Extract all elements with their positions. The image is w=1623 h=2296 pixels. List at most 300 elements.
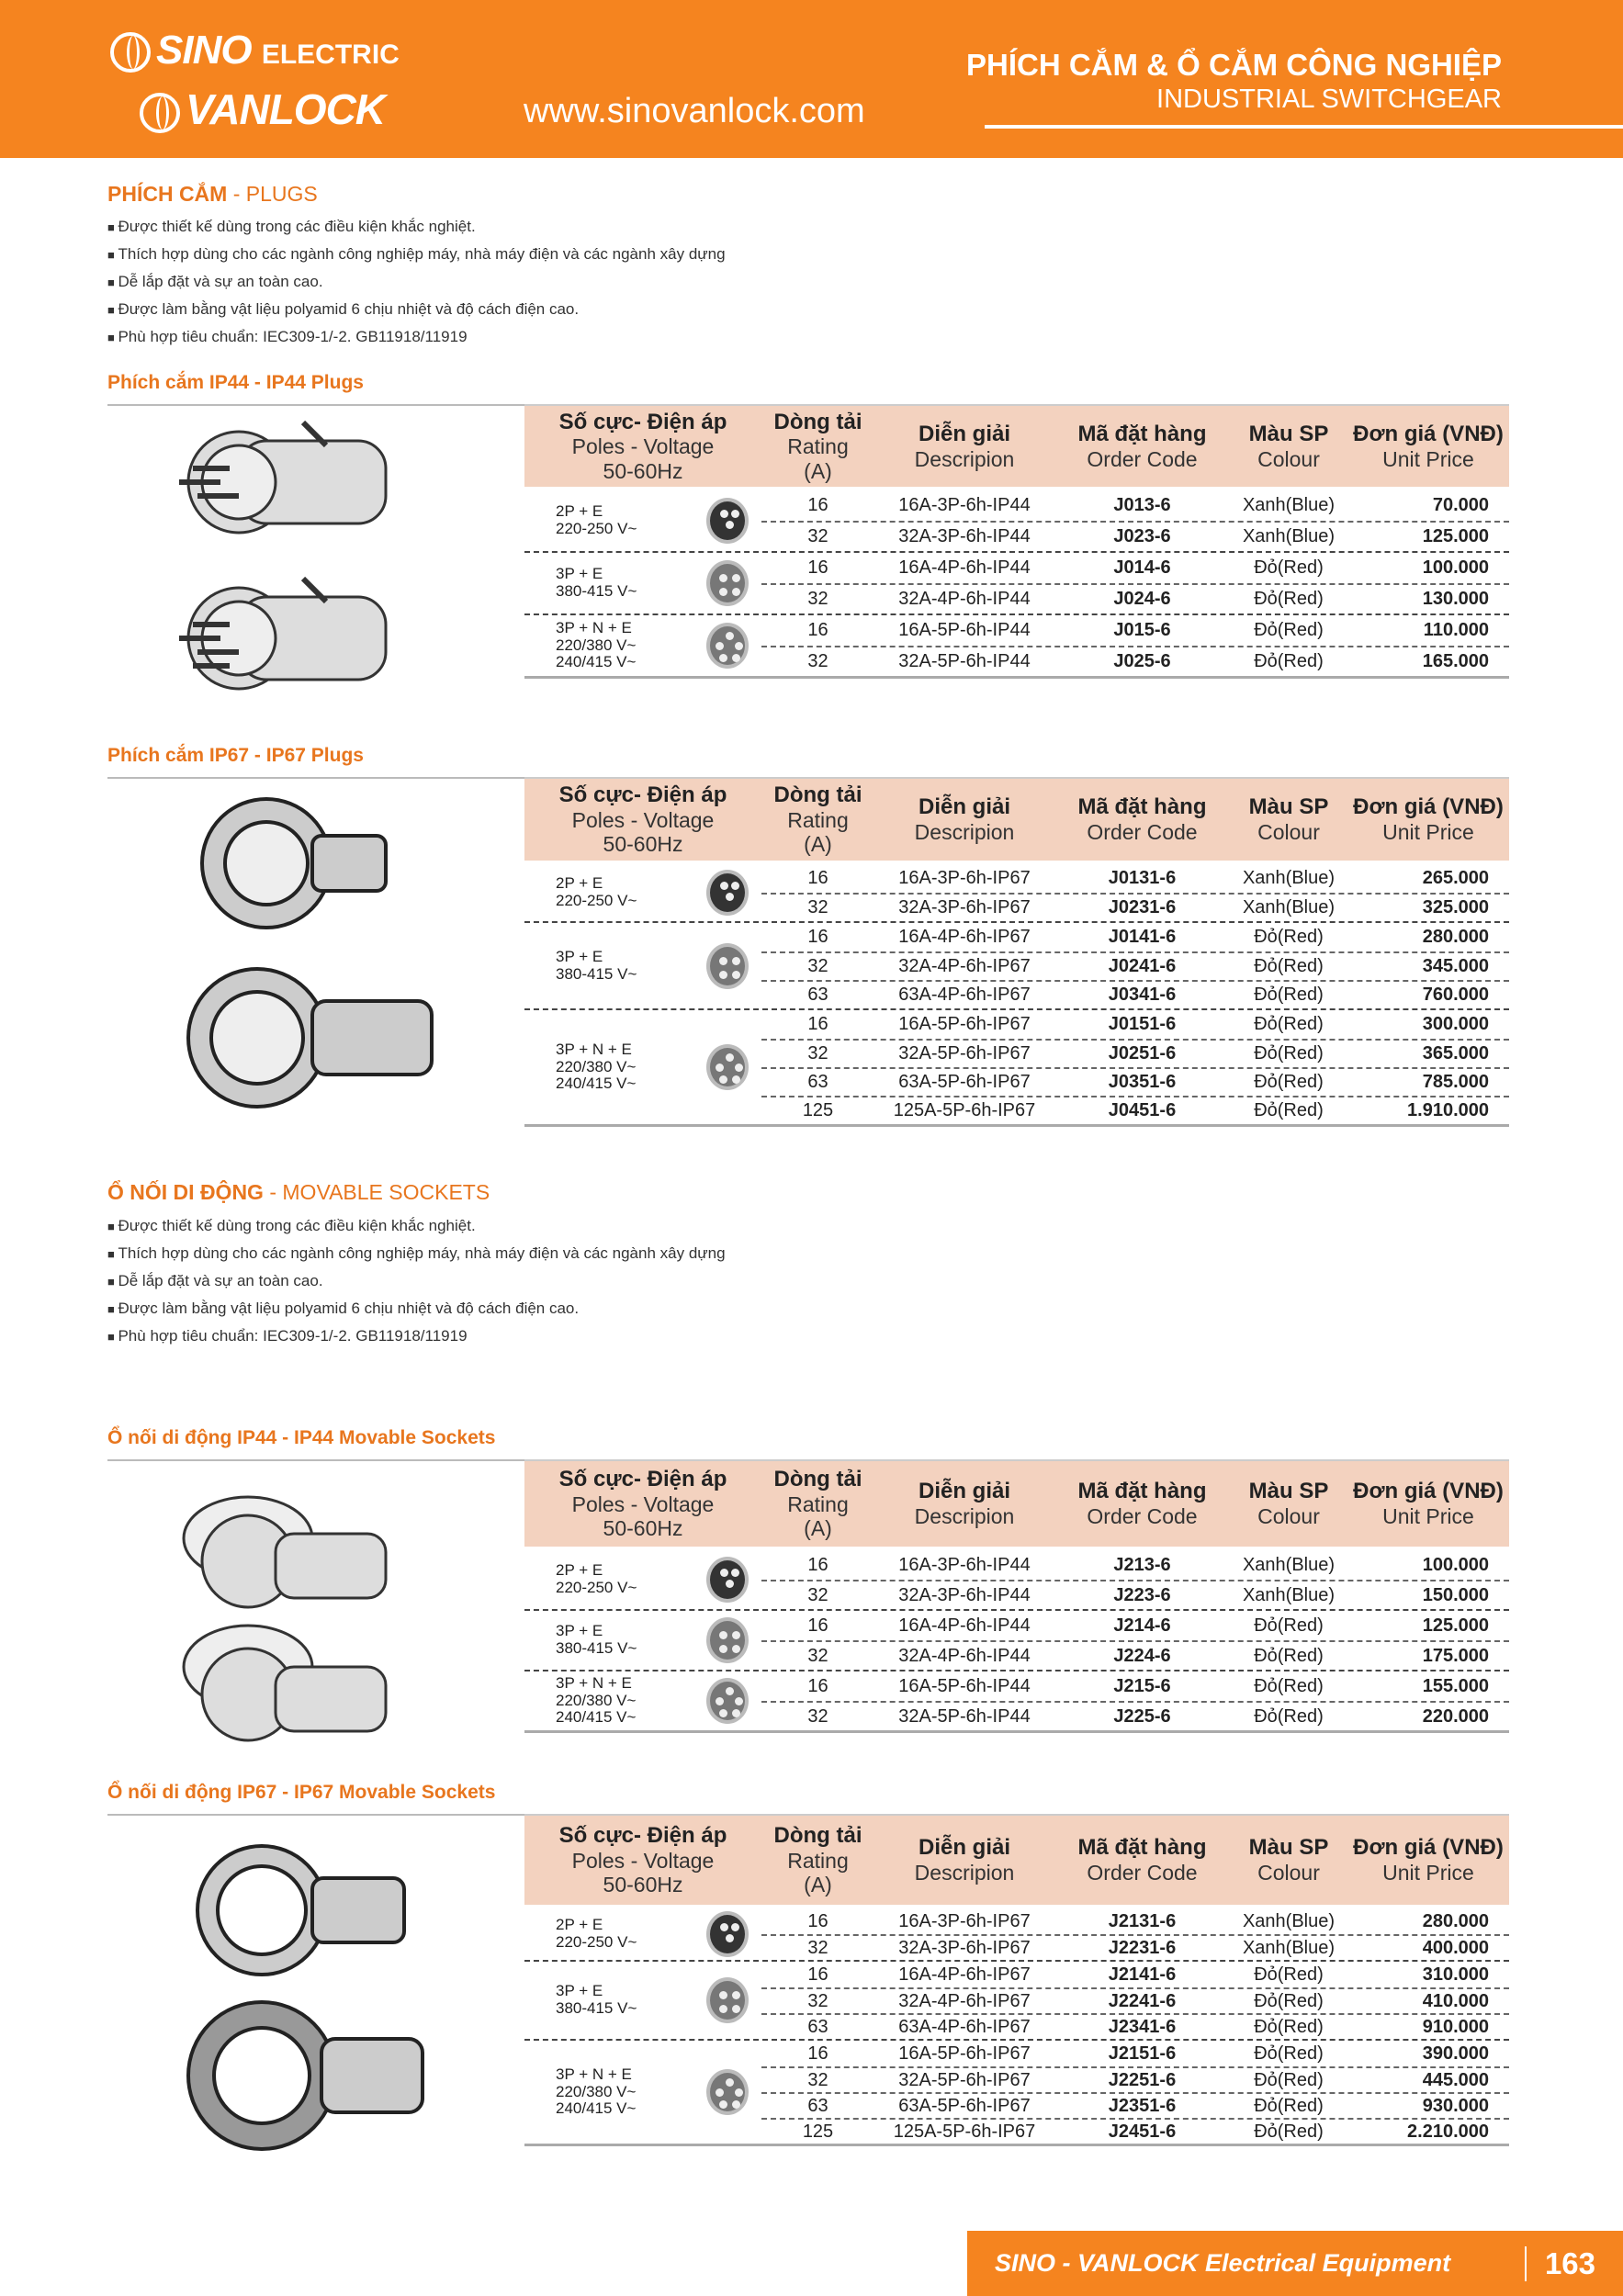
header-label-vn: Màu SP xyxy=(1248,794,1329,820)
header-label-en2: (A) xyxy=(804,1516,832,1541)
rating-cell: 16 xyxy=(807,927,828,947)
colour-cell: Đỏ(Red) xyxy=(1254,1705,1324,1727)
colour-cell: Đỏ(Red) xyxy=(1254,1043,1324,1064)
poles-voltage-text xyxy=(556,1983,637,2017)
group-rows xyxy=(761,1962,1509,2039)
header-description xyxy=(874,1461,1054,1547)
poles-voltage-text xyxy=(556,566,637,600)
rating-cell: 16 xyxy=(807,620,828,640)
logo-suffix: ELECTRIC xyxy=(261,39,400,70)
description-cell: 32A-5P-6h-IP44 xyxy=(898,1705,1031,1727)
page-number: 163 xyxy=(1525,2246,1595,2281)
table-row[interactable] xyxy=(761,923,1509,951)
table-title: Phích cắm IP67 - IP67 Plugs xyxy=(107,745,364,766)
table-row[interactable] xyxy=(761,864,1509,893)
pole-group xyxy=(524,1908,1509,1960)
poles-voltage-cell xyxy=(524,1671,761,1730)
header-label-vn: Số cực- Điện áp xyxy=(558,1467,727,1492)
order-code-cell: J2151-6 xyxy=(1108,2043,1177,2064)
rating-cell: 16 xyxy=(807,2043,828,2064)
order-code-cell: J213-6 xyxy=(1113,1554,1171,1575)
header-label-en: Rating xyxy=(787,1491,849,1516)
unit-price-cell: 910.000 xyxy=(1422,2016,1489,2037)
plugs-section-title xyxy=(107,182,318,207)
colour-cell: Đỏ(Red) xyxy=(1254,956,1324,976)
header-label-en: Colour xyxy=(1257,820,1320,845)
group-rows xyxy=(761,1611,1509,1670)
header-order-code xyxy=(1054,1461,1230,1547)
pin-configuration-3-icon xyxy=(706,1557,749,1603)
header-poles-voltage xyxy=(524,1461,761,1547)
pole-group xyxy=(524,1609,1509,1670)
table-row[interactable] xyxy=(761,893,1509,921)
poles-voltage-text xyxy=(556,875,637,909)
header-label-en: Rating xyxy=(787,434,849,459)
feature-item: ■ Phù hợp tiêu chuẩn: IEC309-1/-2. GB11918/11919 xyxy=(107,323,726,351)
colour-cell: Đỏ(Red) xyxy=(1254,1014,1324,1034)
order-code-cell: J024-6 xyxy=(1113,589,1171,609)
plugs-features xyxy=(107,213,726,351)
header-label-vn: Đơn giá (VNĐ) xyxy=(1353,1479,1504,1504)
table-row[interactable] xyxy=(761,1039,1509,1067)
table-row[interactable] xyxy=(761,980,1509,1008)
header-description xyxy=(874,406,1054,487)
order-code-cell: J2251-6 xyxy=(1108,2069,1177,2090)
pin-configuration-4-icon xyxy=(706,560,749,606)
table-row[interactable] xyxy=(761,1987,1509,2013)
header-label-en: Order Code xyxy=(1087,1861,1198,1885)
order-code-cell: J0231-6 xyxy=(1108,897,1177,917)
colour-cell: Xanh(Blue) xyxy=(1242,526,1336,546)
header-rating xyxy=(761,406,874,487)
table-title: Phích cắm IP44 - IP44 Plugs xyxy=(107,372,364,393)
rating-cell: 32 xyxy=(807,526,828,546)
header-colour xyxy=(1230,779,1347,861)
colour-cell: Đỏ(Red) xyxy=(1254,620,1324,640)
feature-item: ■ Được làm bằng vật liệu polyamid 6 chịu nhiệt và độ cách điện cao. xyxy=(107,1295,726,1322)
header-label-en2: (A) xyxy=(804,458,832,483)
rating-cell: 16 xyxy=(807,1554,828,1575)
poles-voltage-cell xyxy=(524,2041,761,2144)
poles-line: 220-250 V~ xyxy=(556,520,637,537)
table-bottom-rule xyxy=(524,1124,1509,1127)
rating-cell: 63 xyxy=(807,1072,828,1092)
title-vn: Ổ NỐI DI ĐỘNG xyxy=(107,1180,264,1204)
description-cell: 32A-5P-6h-IP67 xyxy=(898,1043,1031,1064)
table-row[interactable] xyxy=(761,553,1509,583)
header-poles-voltage xyxy=(524,1816,761,1905)
header-unit-price xyxy=(1347,406,1509,487)
sockets-section-title xyxy=(107,1180,490,1205)
header-label-vn: Dòng tải xyxy=(773,1467,862,1492)
poles-line: 220/380 V~ xyxy=(556,1057,637,1075)
header-label-vn: Số cực- Điện áp xyxy=(558,782,727,808)
table-row[interactable] xyxy=(761,1096,1509,1124)
vanlock-emblem-icon xyxy=(140,93,180,133)
table-body xyxy=(524,861,1509,1124)
ip44-plug-images xyxy=(175,413,450,716)
poles-line: 3P + E xyxy=(556,565,603,583)
plug-image xyxy=(188,969,432,1107)
poles-voltage-text xyxy=(556,620,636,671)
unit-price-cell: 445.000 xyxy=(1422,2069,1489,2090)
description-cell: 32A-3P-6h-IP44 xyxy=(898,526,1031,546)
table-row[interactable] xyxy=(761,1671,1509,1701)
table-row[interactable] xyxy=(761,2041,1509,2066)
poles-line: 220/380 V~ xyxy=(556,2082,637,2100)
table-row[interactable] xyxy=(761,1934,1509,1960)
header-label-vn: Màu SP xyxy=(1248,1835,1329,1861)
rating-cell: 32 xyxy=(807,1990,828,2011)
poles-line: 380-415 V~ xyxy=(556,1639,637,1657)
ip44-socket-images xyxy=(175,1474,450,1750)
pole-group xyxy=(524,921,1509,1008)
description-cell: 32A-4P-6h-IP67 xyxy=(898,956,1031,976)
pole-group xyxy=(524,2039,1509,2144)
unit-price-cell: 265.000 xyxy=(1422,868,1489,888)
poles-line: 240/415 V~ xyxy=(556,653,637,671)
header-unit-price xyxy=(1347,779,1509,861)
poles-line: 3P + E xyxy=(556,1622,603,1640)
order-code-cell: J224-6 xyxy=(1113,1645,1171,1666)
pin-configuration-3-icon xyxy=(706,870,749,916)
group-rows xyxy=(761,2041,1509,2144)
header-label-vn: Số cực- Điện áp xyxy=(558,409,727,434)
colour-cell: Đỏ(Red) xyxy=(1254,1615,1324,1636)
table-row[interactable] xyxy=(761,1640,1509,1670)
poles-line: 240/415 V~ xyxy=(556,1708,637,1727)
table-row[interactable] xyxy=(761,1962,1509,1987)
order-code-cell: J0351-6 xyxy=(1108,1072,1177,1092)
header-label-en: Order Code xyxy=(1087,820,1198,845)
unit-price-cell: 300.000 xyxy=(1422,1014,1489,1034)
vanlock-logo xyxy=(140,84,385,134)
header-label-vn: Mã đặt hàng xyxy=(1077,794,1207,820)
colour-cell: Xanh(Blue) xyxy=(1242,1910,1336,1931)
poles-voltage-cell xyxy=(524,1962,761,2039)
table-row[interactable] xyxy=(761,615,1509,646)
header-poles-voltage xyxy=(524,406,761,487)
poles-line: 3P + N + E xyxy=(556,1673,632,1692)
unit-price-cell: 220.000 xyxy=(1422,1705,1489,1727)
colour-cell: Xanh(Blue) xyxy=(1242,897,1336,917)
socket-image xyxy=(188,2002,423,2149)
socket-image xyxy=(184,1497,386,1607)
rating-cell: 16 xyxy=(807,1910,828,1931)
table-row[interactable] xyxy=(761,1067,1509,1096)
description-cell: 32A-3P-6h-IP67 xyxy=(898,1937,1031,1958)
pole-group xyxy=(524,1550,1509,1609)
sockets-features xyxy=(107,1212,726,1350)
header-label-vn: Mã đặt hàng xyxy=(1077,1479,1207,1504)
rating-cell: 32 xyxy=(807,1043,828,1064)
header-label-vn: Số cực- Điện áp xyxy=(558,1823,727,1849)
description-cell: 32A-5P-6h-IP44 xyxy=(898,651,1031,671)
order-code-cell: J023-6 xyxy=(1113,526,1171,546)
title-underline xyxy=(107,1459,524,1461)
table-title: Ổ nối di động IP67 - IP67 Movable Sockets xyxy=(107,1782,496,1803)
description-cell: 63A-4P-6h-IP67 xyxy=(898,2016,1031,2037)
table-row[interactable] xyxy=(761,1611,1509,1640)
colour-cell: Đỏ(Red) xyxy=(1254,1964,1324,1985)
poles-voltage-text xyxy=(556,503,637,537)
header-colour xyxy=(1230,406,1347,487)
title-vn: PHÍCH CẮM xyxy=(107,182,228,206)
description-cell: 125A-5P-6h-IP67 xyxy=(893,1100,1036,1120)
poles-line: 240/415 V~ xyxy=(556,1075,637,1093)
colour-cell: Xanh(Blue) xyxy=(1242,495,1336,515)
group-rows xyxy=(761,1908,1509,1960)
header-label-en: Descripion xyxy=(914,1861,1015,1885)
header-colour xyxy=(1230,1461,1347,1547)
header-order-code xyxy=(1054,779,1230,861)
rating-cell: 16 xyxy=(807,495,828,515)
title-en: - PLUGS xyxy=(227,182,318,206)
table-row[interactable] xyxy=(761,1550,1509,1580)
header-label-en: Unit Price xyxy=(1382,446,1474,471)
colour-cell: Đỏ(Red) xyxy=(1254,2069,1324,2090)
poles-voltage-text xyxy=(556,1917,637,1951)
page-subtitle: INDUSTRIAL SWITCHGEAR xyxy=(1156,84,1502,114)
header-label-en2: 50-60Hz xyxy=(603,1516,683,1541)
ip67-plug-images xyxy=(184,790,459,1130)
order-code-cell: J014-6 xyxy=(1113,557,1171,578)
pin-configuration-3-icon xyxy=(706,1911,749,1957)
ip67-socket-images xyxy=(184,1837,459,2167)
header-label-vn: Đơn giá (VNĐ) xyxy=(1353,794,1504,820)
rating-cell: 32 xyxy=(807,1584,828,1605)
header-label-en: Unit Price xyxy=(1382,1504,1474,1529)
table-row[interactable] xyxy=(761,2092,1509,2118)
description-cell: 32A-5P-6h-IP67 xyxy=(898,2069,1031,2090)
poles-voltage-text xyxy=(556,1041,636,1093)
poles-voltage-cell xyxy=(524,615,761,676)
rating-cell: 32 xyxy=(807,651,828,671)
pole-group xyxy=(524,1960,1509,2039)
order-code-cell: J2341-6 xyxy=(1108,2016,1177,2037)
ip44-plugs-table xyxy=(524,404,1509,679)
order-code-cell: J215-6 xyxy=(1113,1675,1171,1696)
unit-price-cell: 125.000 xyxy=(1422,526,1489,546)
poles-line: 220/380 V~ xyxy=(556,1691,637,1709)
rating-cell: 32 xyxy=(807,1937,828,1958)
poles-voltage-cell xyxy=(524,490,761,551)
unit-price-cell: 155.000 xyxy=(1422,1675,1489,1696)
table-row[interactable] xyxy=(761,1580,1509,1609)
header-unit-price xyxy=(1347,1816,1509,1905)
page-header xyxy=(0,0,1623,158)
order-code-cell: J2141-6 xyxy=(1108,1964,1177,1985)
unit-price-cell: 130.000 xyxy=(1422,589,1489,609)
header-label-vn: Diễn giải xyxy=(918,794,1011,820)
rating-cell: 63 xyxy=(807,2095,828,2116)
colour-cell: Đỏ(Red) xyxy=(1254,1072,1324,1092)
header-rating xyxy=(761,779,874,861)
order-code-cell: J214-6 xyxy=(1113,1615,1171,1636)
ip67-sockets-table xyxy=(524,1814,1509,2146)
footer-brand: SINO - VANLOCK Electrical Equipment xyxy=(995,2249,1451,2277)
table-header xyxy=(524,404,1509,487)
poles-line: 220-250 V~ xyxy=(556,892,637,909)
title-underline xyxy=(107,1814,524,1816)
unit-price-cell: 1.910.000 xyxy=(1407,1100,1489,1120)
unit-price-cell: 345.000 xyxy=(1422,956,1489,976)
table-row[interactable] xyxy=(761,1701,1509,1730)
table-body xyxy=(524,1547,1509,1730)
header-label-en: Descripion xyxy=(914,446,1015,471)
group-rows xyxy=(761,1671,1509,1730)
order-code-cell: J2351-6 xyxy=(1108,2095,1177,2116)
colour-cell: Đỏ(Red) xyxy=(1254,2043,1324,2064)
pole-group xyxy=(524,490,1509,551)
header-label-vn: Mã đặt hàng xyxy=(1077,1835,1207,1861)
rating-cell: 16 xyxy=(807,1675,828,1696)
unit-price-cell: 280.000 xyxy=(1422,927,1489,947)
website-url[interactable]: www.sinovanlock.com xyxy=(524,92,865,130)
pin-configuration-4-icon xyxy=(706,1617,749,1663)
colour-cell: Đỏ(Red) xyxy=(1254,2121,1324,2142)
table-bottom-rule xyxy=(524,676,1509,679)
logo-text: VANLOCK xyxy=(186,85,386,133)
order-code-cell: J0131-6 xyxy=(1108,868,1177,888)
feature-item: ■ Được thiết kế dùng trong các điều kiện khắc nghiệt. xyxy=(107,213,726,241)
rating-cell: 32 xyxy=(807,956,828,976)
table-title: Ổ nối di động IP44 - IP44 Movable Sockets xyxy=(107,1427,496,1448)
title-underline xyxy=(107,777,524,779)
rating-cell: 32 xyxy=(807,897,828,917)
table-row[interactable] xyxy=(761,490,1509,521)
colour-cell: Đỏ(Red) xyxy=(1254,1990,1324,2011)
header-label-vn: Mã đặt hàng xyxy=(1077,421,1207,446)
table-bottom-rule xyxy=(524,1730,1509,1733)
header-label-en: Descripion xyxy=(914,1504,1015,1529)
poles-voltage-text xyxy=(556,2066,636,2118)
poles-line: 220/380 V~ xyxy=(556,636,637,654)
header-description xyxy=(874,779,1054,861)
header-label-en2: 50-60Hz xyxy=(603,1873,683,1897)
header-divider xyxy=(985,125,1623,129)
colour-cell: Đỏ(Red) xyxy=(1254,1100,1324,1120)
table-body xyxy=(524,487,1509,676)
poles-voltage-cell xyxy=(524,1908,761,1960)
table-body xyxy=(524,1905,1509,2144)
poles-line: 2P + E xyxy=(556,874,603,893)
poles-voltage-text xyxy=(556,1675,636,1727)
poles-line: 3P + E xyxy=(556,947,603,965)
colour-cell: Xanh(Blue) xyxy=(1242,1554,1336,1575)
table-row[interactable] xyxy=(761,583,1509,613)
order-code-cell: J015-6 xyxy=(1113,620,1171,640)
rating-cell: 16 xyxy=(807,868,828,888)
poles-line: 3P + N + E xyxy=(556,2065,632,2083)
header-rating xyxy=(761,1461,874,1547)
unit-price-cell: 70.000 xyxy=(1432,495,1489,515)
rating-cell: 16 xyxy=(807,1014,828,1034)
pin-configuration-5-icon xyxy=(706,1044,749,1090)
group-rows xyxy=(761,864,1509,921)
rating-cell: 16 xyxy=(807,1964,828,1985)
header-label-en: Colour xyxy=(1257,446,1320,471)
colour-cell: Đỏ(Red) xyxy=(1254,557,1324,578)
header-unit-price xyxy=(1347,1461,1509,1547)
unit-price-cell: 280.000 xyxy=(1422,1910,1489,1931)
description-cell: 16A-5P-6h-IP67 xyxy=(898,1014,1031,1034)
plug-image xyxy=(179,579,386,689)
poles-voltage-text xyxy=(556,1623,637,1657)
colour-cell: Đỏ(Red) xyxy=(1254,2095,1324,2116)
group-rows xyxy=(761,1010,1509,1124)
header-label-en: Colour xyxy=(1257,1504,1320,1529)
feature-item: ■ Được thiết kế dùng trong các điều kiện khắc nghiệt. xyxy=(107,1212,726,1240)
unit-price-cell: 150.000 xyxy=(1422,1584,1489,1605)
colour-cell: Đỏ(Red) xyxy=(1254,927,1324,947)
order-code-cell: J2241-6 xyxy=(1108,1990,1177,2011)
header-label-en2: (A) xyxy=(804,1873,832,1897)
poles-line: 2P + E xyxy=(556,1561,603,1580)
header-label-vn: Màu SP xyxy=(1248,421,1329,446)
description-cell: 16A-3P-6h-IP44 xyxy=(898,495,1031,515)
table-row[interactable] xyxy=(761,1010,1509,1039)
unit-price-cell: 325.000 xyxy=(1422,897,1489,917)
header-label-en2: 50-60Hz xyxy=(603,458,683,483)
plug-image xyxy=(202,799,386,928)
poles-line: 380-415 V~ xyxy=(556,1999,637,2017)
order-code-cell: J225-6 xyxy=(1113,1705,1171,1727)
rating-cell: 32 xyxy=(807,1705,828,1727)
colour-cell: Xanh(Blue) xyxy=(1242,868,1336,888)
poles-line: 3P + N + E xyxy=(556,618,632,636)
rating-cell: 16 xyxy=(807,557,828,578)
table-row[interactable] xyxy=(761,2013,1509,2039)
pin-configuration-5-icon xyxy=(706,1678,749,1724)
unit-price-cell: 100.000 xyxy=(1422,557,1489,578)
pole-group xyxy=(524,1008,1509,1124)
feature-item: ■ Phù hợp tiêu chuẩn: IEC309-1/-2. GB11918/11919 xyxy=(107,1322,726,1350)
table-row[interactable] xyxy=(761,951,1509,980)
table-row[interactable] xyxy=(761,521,1509,551)
description-cell: 16A-3P-6h-IP67 xyxy=(898,1910,1031,1931)
poles-line: 2P + E xyxy=(556,1916,603,1934)
description-cell: 32A-4P-6h-IP67 xyxy=(898,1990,1031,2011)
table-row[interactable] xyxy=(761,2118,1509,2144)
header-label-vn: Dòng tải xyxy=(773,782,862,808)
poles-voltage-cell xyxy=(524,1611,761,1670)
table-row[interactable] xyxy=(761,646,1509,676)
feature-item: ■ Thích hợp dùng cho các ngành công nghiệp máy, nhà máy điện và các ngành xây dựng xyxy=(107,241,726,268)
poles-voltage-text xyxy=(556,949,637,983)
poles-voltage-cell xyxy=(524,553,761,613)
group-rows xyxy=(761,615,1509,676)
table-row[interactable] xyxy=(761,1908,1509,1934)
unit-price-cell: 365.000 xyxy=(1422,1043,1489,1064)
header-description xyxy=(874,1816,1054,1905)
header-label-vn: Diễn giải xyxy=(918,421,1011,446)
description-cell: 16A-5P-6h-IP44 xyxy=(898,620,1031,640)
header-label-en: Order Code xyxy=(1087,1504,1198,1529)
feature-item: ■ Thích hợp dùng cho các ngành công nghiệp máy, nhà máy điện và các ngành xây dựng xyxy=(107,1240,726,1267)
table-row[interactable] xyxy=(761,2066,1509,2092)
pole-group xyxy=(524,864,1509,921)
title-underline xyxy=(107,404,524,406)
poles-voltage-cell xyxy=(524,923,761,1008)
header-label-en: Unit Price xyxy=(1382,1861,1474,1885)
rating-cell: 32 xyxy=(807,589,828,609)
description-cell: 16A-4P-6h-IP44 xyxy=(898,1615,1031,1636)
order-code-cell: J2451-6 xyxy=(1108,2121,1177,2142)
table-header xyxy=(524,777,1509,861)
header-label-vn: Dòng tải xyxy=(773,409,862,434)
unit-price-cell: 930.000 xyxy=(1422,2095,1489,2116)
